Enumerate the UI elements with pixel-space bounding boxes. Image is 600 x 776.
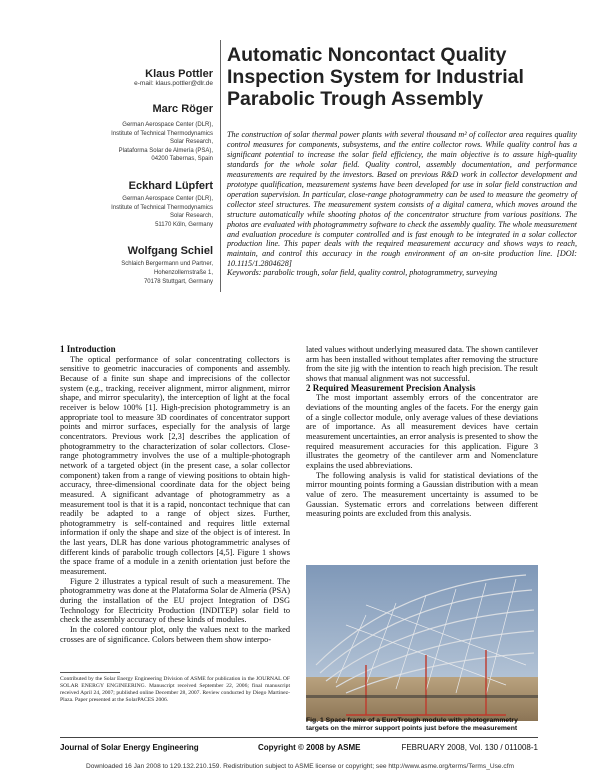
author-name: Eckhard Lüpfert (128, 179, 213, 192)
keywords: Keywords: parabolic trough, solar field, quality control, photogrammetry, surveying (227, 268, 498, 277)
space-frame-photo (306, 565, 538, 721)
body-paragraph: lated values without underlying measured data. The shown cantilever arm has been installed without templates after removing the structure from the site jig with the intention to reach high precision. The result shows that manual alignment was not successful. (306, 345, 538, 383)
author-affiliation: Schlaich Bergermann und Partner, (121, 261, 213, 268)
author-list (30, 68, 213, 302)
section-heading: 1 Introduction (60, 344, 116, 354)
footer-journal: Journal of Solar Energy Engineering (60, 743, 199, 752)
figure-caption: Fig. 1 Space frame of a EuroTrough module with photogrammetry targets on the mirror support points just before the measurement (306, 717, 518, 732)
author-affiliation: German Aerospace Center (DLR), (122, 195, 213, 202)
author-block (30, 245, 213, 286)
footer-rule (60, 737, 538, 738)
abstract: The construction of solar thermal power plants with several thousand m² of collector area requires quality control measures for components, subsystems, and the entire collector rows. While quality control has a significant potential to increase the solar field efficiency, the main objective is to assure high-quality standards for the whole solar field. Quality control, assembly documentation, and performance measurements are required by the investors. Based on previous R&D work in collector development and prototype qualification, measurement systems have been developed for use in solar field construction and operation supervision. In particular, close-range photogrammetry can be used to measure the geometry of collector steel structures. The measurement system consists of a digital camera, which moves around the structure automatically while shooting photos of the concentrator structure from various positions. The photos are evaluated with photogrammetry software to check the assembly quality. The whole measurement and evaluation procedure is computer controlled and is fast enough to be integrated in a solar collector production line. This paper deals with the required measurement accuracy and shows ways to reach, maintain, and control this accuracy in the rough environment of an on-site production line. [DOI: 10.1115/1.2804628] (227, 130, 577, 269)
author-affiliation: Institute of Technical Thermodynamics (111, 204, 213, 211)
author-block (30, 68, 213, 87)
author-affiliation: Hohenzollernstraße 1, (153, 269, 213, 276)
body-paragraph: The optical performance of solar concentrating collectors is sensitive to geometric inaccuracies of components and assembly. Because of a finite sun shape and imprecisions of the collector system (e.g., tracking, receiver alignment, mirror alignment, mirror shape, and mirror specularity), the interception of light at the focal receiver is below 100% [1]. High-precision photogrammetry is an appropriate tool to measure 3D coordinates of concentrator support points and mirror surfaces, especially for the analysis of large concentrators. Previous work [2,3] describes the application of photogrammetry to the characterization of solar collectors. Close-range photogrammetry involves the use of a multiple-photograph network of a targeted object (in the present case, a solar collector component) taken from a range of viewing positions to obtain high-accuracy, three-dimensional coordinate data for the object being measured. A significant advantage of photogrammetry as a measurement tool is that it is a rapid, noncontact technique that can readily be adapted to a range of object sizes. Further, photogrammetry is self-contained and requires little external information if only the shape and size of the object is of interest. In the last years, DLR has done various photogrammetric analyses of different kinds of parabolic trough collectors [4,5]. Figure 1 shows the space frame of a module in a zenith orientation just before the measurement. (60, 354, 290, 577)
author-name: Wolfgang Schiel (127, 245, 213, 258)
author-affiliation: Institute of Technical Thermodynamics (111, 130, 213, 137)
footer-copyright: Copyright © 2008 by ASME (258, 743, 361, 752)
author-affiliation: 04200 Tabernas, Spain (151, 156, 213, 163)
header-divider (220, 40, 221, 292)
body-paragraph: The most important assembly errors of the concentrator are deviations of the mounting angles of the facets. For the energy gain of a single collector module, only average values of these deviations are of importance. As all measurement devices have certain measurement uncertainties, an error analysis is presented to show the required measurement accuracies for this application. Figure 3 illustrates the geometry of the cantilever arm and Nomenclature explains the used abbreviations. (306, 393, 538, 470)
download-notice: Downloaded 16 Jan 2008 to 129.132.210.159. Redistribution subject to ASME license or copyright; see http://www.asme.org/terms/Terms_Use.cfm (85, 763, 515, 770)
author-affiliation: Plataforma Solar de Almería (PSA), (118, 147, 213, 154)
author-affiliation: 51170 Köln, Germany (155, 221, 213, 228)
author-block (30, 103, 213, 164)
author-affiliation: Solar Research, (169, 139, 213, 146)
footnote-rule (60, 672, 120, 673)
section-heading: 2 Required Measurement Precision Analysis (306, 382, 476, 393)
author-affiliation: 70178 Stuttgart, Germany (143, 278, 213, 285)
footer-issue: FEBRUARY 2008, Vol. 130 / 011008-1 (401, 743, 538, 752)
paper-title: Automatic Noncontact Quality Inspection System for Industrial Parabolic Trough Assembly (227, 44, 524, 110)
body-paragraph: Figure 2 illustrates a typical result of such a measurement. The photogrammetry was done at the Plataforma Solar de Almería (PSA) during the installation of the EU project Integration of DSG Technology for Electricity Production (INDITEP) solar field to check the assembly accuracy of these kinds of modules. (60, 576, 290, 625)
body-paragraph: The following analysis is valid for statistical deviations of the mirror mounting points forming a Gaussian distribution with a mean value of zero. The measurement uncertainty is assumed to be Gaussian. Systematic errors and correlations between different measuring points are excluded from this analysis. (306, 470, 538, 519)
body-column-left (60, 345, 290, 644)
figure-photo (306, 565, 538, 721)
author-affiliation: German Aerospace Center (DLR), (122, 122, 213, 128)
body-paragraph: In the colored contour plot, only the values next to the marked crosses are of significance. Colors between them show interpo- (60, 625, 290, 644)
author-name: Klaus Pottler (145, 68, 213, 80)
body-column-right (306, 345, 538, 519)
footnote: Contributed by the Solar Energy Engineering Division of ASME for publication in the JOURNAL OF SOLAR ENERGY ENGINEERING. Manuscript received September 22, 2006; final manuscript received April 24, 2007; published online December 28, 2007. Review conducted by Diego Martinez-Plaza. Paper presented at the SolarPACES 2006. (60, 676, 290, 703)
author-email: e-mail: klaus.pottler@dlr.de (134, 80, 213, 87)
author-name: Marc Röger (152, 103, 213, 115)
author-affiliation: Solar Research, (169, 213, 213, 220)
author-block (30, 180, 213, 229)
